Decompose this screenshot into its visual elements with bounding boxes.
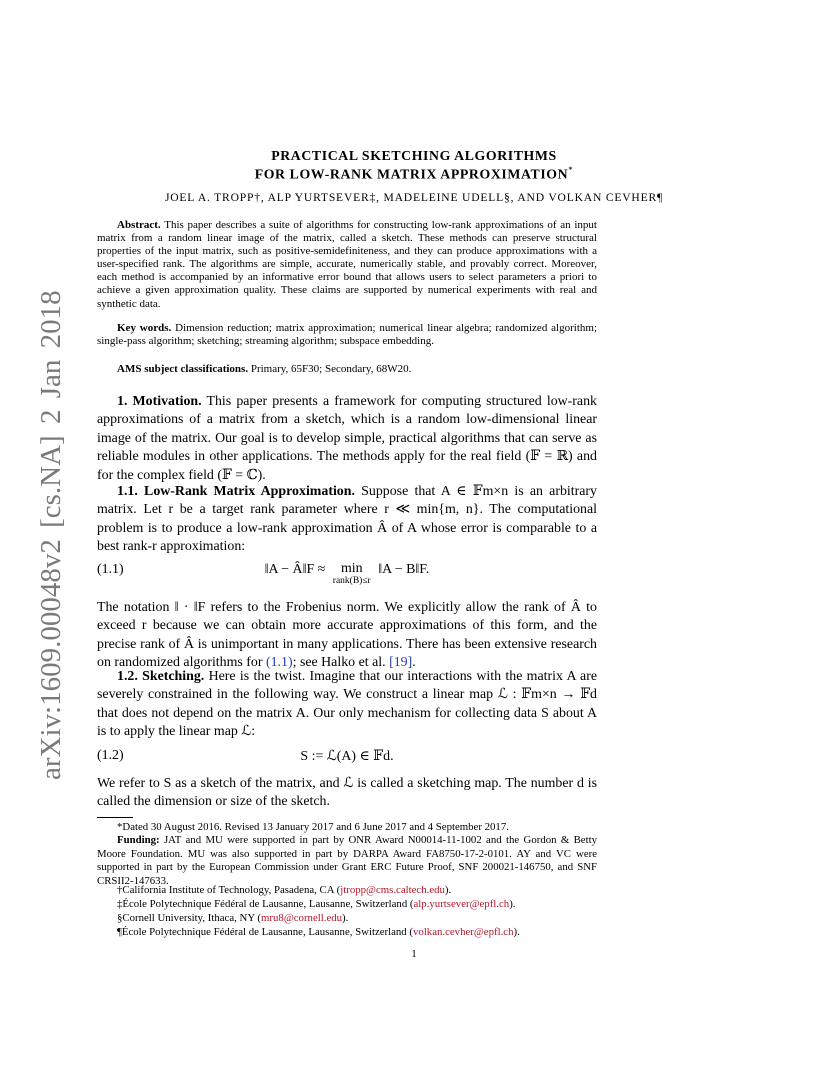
- affiliation-2-text: ‡École Polytechnique Fédéral de Lausanne, Lausanne, Switzerland (: [117, 898, 414, 910]
- footnote-affiliation-4: [97, 926, 597, 940]
- notation-text: The notation ‖ · ‖F refers to the Frobenius norm. We explicitly allow the rank of Â to exceed r because we can obtain more accurate approximations of this form, and the precise rank of Â is unimportant in many applications. There has been extensive research on randomized algorithms for: [97, 600, 597, 671]
- funding-text: JAT and MU were supported in part by ONR Award N00014-11-1002 and the Gordon & Betty Moore Foundation. MU was also supported in part by DARPA Award FA8750-17-2-0101. AY and VC were supported in part by the European Commission under Grant ERC Future Proof, SNF 200021-146750, and SNF CRSII2-147633.: [97, 834, 597, 887]
- section-1-1-paragraph: [97, 483, 597, 557]
- title-text-2: FOR LOW-RANK MATRIX APPROXIMATION: [254, 166, 569, 182]
- title-line-1: [0, 148, 828, 164]
- section-1-1-heading: 1.1. Low-Rank Matrix Approximation.: [117, 484, 355, 499]
- title-text-1: PRACTICAL SKETCHING ALGORITHMS: [271, 148, 557, 163]
- section-1-paragraph: [97, 393, 597, 485]
- section-1-text: This paper presents a framework for computing structured low-rank approximations of a matrix from a sketch, which is a random low-dimensional linear image of the matrix. Our goal is to develop simple, practical algorithms that can serve as reliable modules in other applications. The methods apply for the real field (𝔽 = ℝ) and for the complex field (𝔽 = ℂ).: [97, 394, 597, 483]
- author-list: JOEL A. TROPP†, ALP YURTSEVER‡, MADELEINE UDELL§, AND VOLKAN CEVHER¶: [164, 191, 664, 204]
- affiliation-3-text: §Cornell University, Ithaca, NY (: [117, 912, 262, 924]
- email-link-tropp[interactable]: jtropp@cms.caltech.edu: [340, 884, 445, 896]
- email-link-yurtsever[interactable]: alp.yurtsever@epfl.ch: [413, 898, 510, 910]
- section-1-1-text: Suppose that A ∈ 𝔽m×n is an arbitrary matrix. Let r be a target rank parameter where r ≪ min{m, n}. The computational problem is to produce a low-rank approximation Â of A whose error is comparable to a best rank-r approximation:: [97, 484, 597, 555]
- section-1-2-heading: 1.2. Sketching.: [117, 669, 205, 684]
- equation-lhs: ‖A − Â‖F ≈: [264, 562, 326, 577]
- equation-body-1-1: [97, 562, 597, 586]
- equation-number-1-1: (1.1): [97, 562, 124, 577]
- affiliation-3-close: ).: [342, 912, 349, 924]
- footnote-rule: [97, 817, 133, 818]
- affiliation-4-close: ).: [513, 926, 520, 938]
- abstract-text: This paper describes a suite of algorithms for constructing low-rank approximations of an input matrix from a random linear image of the matrix, called a sketch. These methods can preserve structural properties of the input matrix, such as positive-semidefiniteness, and they can produce approximations with a user-specified rank. The algorithms are simple, accurate, numerically stable, and provably correct. Moreover, each method is accompanied by an informative error bound that allows users to select parameters a priori to achieve a given approximation quality. These claims are supported by numerical experiments with real and synthetic data.: [97, 219, 597, 310]
- page-number: 1: [411, 948, 417, 960]
- keywords: [97, 322, 597, 348]
- equation-1-2: [97, 748, 597, 770]
- affiliation-2-close: ).: [509, 898, 516, 910]
- keywords-text: Dimension reduction; matrix approximation; numerical linear algebra; randomized algorithm; single-pass algorithm; sketching; streaming algorithm; subspace embedding.: [97, 322, 597, 348]
- affiliation-1-close: ).: [444, 884, 452, 896]
- footnote-affiliation-1: [97, 884, 597, 898]
- notation-paragraph: [97, 599, 597, 673]
- section-1-2-text: Here is the twist. Imagine that our interactions with the matrix A are severely constrained in the following way. We construct a linear map ℒ : 𝔽m×n → 𝔽d that does not depend on the matrix A. Our only mechanism for collecting data S about A is to apply the linear map ℒ:: [97, 669, 597, 740]
- equation-number-1-2: (1.2): [97, 748, 124, 763]
- affiliation-4-text: ¶École Polytechnique Fédéral de Lausanne, Lausanne, Switzerland (: [117, 926, 414, 938]
- equation-1-1: [97, 562, 597, 584]
- email-link-cevher[interactable]: volkan.cevher@epfl.ch: [413, 926, 514, 938]
- footnote-dated: *Dated 30 August 2016. Revised 13 January 2017 and 6 June 2017 and 4 September 2017.: [117, 821, 509, 833]
- email-link-udell[interactable]: mru8@cornell.edu: [261, 912, 343, 924]
- equation-body-1-2: S := ℒ(A) ∈ 𝔽d.: [300, 749, 394, 764]
- section-1-heading: 1. Motivation.: [117, 394, 202, 409]
- affiliation-1-text: †California Institute of Technology, Pasadena, CA (: [117, 884, 341, 896]
- section-1-2-paragraph: [97, 668, 597, 742]
- equation-min: min: [340, 561, 363, 576]
- title-line-2: FOR LOW-RANK MATRIX APPROXIMATION*: [254, 165, 574, 182]
- sketch-definition-paragraph: We refer to S as a sketch of the matrix, and ℒ is called a sketching map. The number d is called the dimension or size of the sketch.: [97, 776, 597, 810]
- footnote-funding: [97, 834, 597, 888]
- ams-classification: [97, 363, 597, 376]
- keywords-label: Key words.: [117, 322, 172, 334]
- footnote-affiliation-3: [97, 912, 597, 926]
- abstract: [97, 219, 597, 311]
- ams-text: Primary, 65F30; Secondary, 68W20.: [250, 363, 412, 375]
- footnote-affiliation-2: [97, 898, 597, 912]
- arxiv-identifier: arXiv:1609.00048v2 [cs.NA] 2 Jan 2018: [35, 290, 67, 780]
- equation-rhs: ‖A − B‖F.: [378, 562, 430, 577]
- citation-link[interactable]: [19]: [389, 655, 413, 671]
- notation-text-end: .: [412, 655, 416, 671]
- ams-label: AMS subject classifications.: [117, 363, 249, 375]
- notation-text-mid: ; see Halko et al.: [292, 655, 386, 671]
- equation-min-subscript: rank(B)≤r: [332, 576, 371, 586]
- funding-label: Funding:: [117, 834, 160, 846]
- abstract-label: Abstract.: [117, 219, 161, 231]
- equation-reference-link[interactable]: (1.1): [265, 655, 293, 671]
